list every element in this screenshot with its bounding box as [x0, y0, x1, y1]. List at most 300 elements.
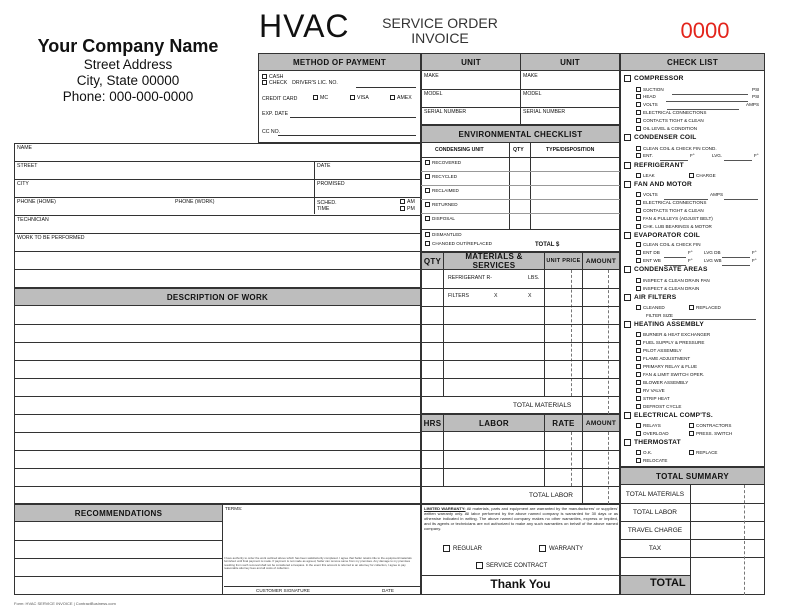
replace[interactable] [689, 450, 717, 455]
visa-option[interactable] [350, 95, 369, 101]
service-order-label: SERVICE ORDER [382, 15, 498, 31]
ok[interactable] [636, 450, 652, 455]
volts-amps: AMPS [746, 102, 760, 107]
filters-x1: X [494, 293, 498, 299]
pm-checkbox[interactable] [400, 206, 405, 211]
description-header: DESCRIPTION OF WORK [14, 288, 421, 306]
env-item-label: RETURNED [432, 202, 458, 207]
heating-item-label: DEFROST CYCLE [643, 404, 682, 409]
clean-check-fin[interactable] [636, 242, 701, 247]
ent-db[interactable] [636, 250, 660, 255]
inspect-drain-label: INSPECT & CLEAN DRAIN [643, 286, 700, 291]
terms-label: TERMS: [225, 506, 243, 511]
env-item[interactable] [425, 241, 492, 246]
chk-lub[interactable] [636, 224, 712, 229]
env-item-label: RECYCLED [432, 174, 458, 179]
form-rule [421, 360, 620, 361]
invoice-number: 0000 [680, 18, 730, 43]
heating-item[interactable] [636, 356, 690, 361]
ent-db-deg: F° [688, 250, 693, 255]
unit2-serial: SERIAL NUMBER [523, 109, 566, 115]
form-rule [421, 199, 620, 200]
env-item[interactable] [425, 216, 455, 221]
fm-elec-label: ELECTRICAL CONNECTIONS [643, 200, 707, 205]
replaced[interactable] [689, 305, 721, 310]
fm-volts-label: VOLTS [643, 192, 658, 197]
time-label: TIME [317, 206, 330, 212]
contacts-checkbox[interactable] [636, 118, 641, 123]
relays-label: RELAYS [643, 423, 661, 428]
amex-label: AMEX [397, 95, 412, 101]
env-item[interactable] [425, 188, 459, 193]
lvg-wb: LVG WB [704, 258, 722, 263]
service-order-title [378, 16, 502, 46]
summary-row-label: TAX [648, 544, 662, 552]
oil-level-label: OIL LEVEL & CONDITION [643, 126, 698, 131]
materials-header: MATERIALS & SERVICES [443, 252, 545, 270]
press-switch-label: PRESS. SWITCH [696, 431, 733, 436]
heating-item[interactable] [636, 340, 704, 345]
form-rule [14, 269, 421, 270]
env-item-checkbox[interactable] [425, 160, 430, 165]
heating-item[interactable] [636, 380, 688, 385]
inspect-drain-checkbox[interactable] [636, 286, 641, 291]
elec-comps-label: ELECTRICAL COMP'TS. [634, 412, 713, 419]
ent-wb-checkbox[interactable] [636, 258, 641, 263]
refrigerant-checkbox[interactable] [624, 162, 631, 169]
oil-level[interactable] [636, 126, 697, 131]
form-rule [664, 257, 686, 258]
env-item-checkbox[interactable] [425, 202, 430, 207]
mc-label: MC [320, 95, 329, 101]
evap-coil-checkbox[interactable] [624, 232, 631, 239]
unit1-serial: SERIAL NUMBER [424, 109, 467, 115]
refrigerant-label: REFRIGERANT [634, 162, 684, 169]
heating[interactable] [624, 321, 704, 328]
filters-x2: X [528, 293, 532, 299]
contacts-label: CONTACTS TIGHT & CLEAN [643, 118, 704, 123]
charge-label: CHARGE [696, 173, 716, 178]
env-item-checkbox[interactable] [425, 232, 430, 237]
cond-lvg: LVG. [712, 153, 723, 158]
summary-row-label: TRAVEL CHARGE [627, 526, 683, 534]
heating-item-checkbox[interactable] [636, 396, 641, 401]
env-col-unit: CONDENSING UNIT [435, 147, 484, 153]
materials-unit-price-header: UNIT PRICE [544, 252, 583, 270]
compressor-label: COMPRESSOR [634, 75, 684, 82]
form-rule [666, 101, 748, 102]
evap-coil[interactable] [624, 232, 700, 239]
regular-checkbox[interactable] [443, 545, 450, 552]
heating-item[interactable] [636, 364, 697, 369]
contacts[interactable] [636, 118, 704, 123]
clean-check-cond[interactable] [636, 146, 717, 151]
amex-checkbox[interactable] [390, 95, 395, 100]
credit-card-label: CREDIT CARD [262, 96, 298, 102]
lbs-label: LBS. [528, 275, 540, 281]
fan-pulleys[interactable] [636, 216, 713, 221]
pm-option[interactable] [400, 206, 415, 212]
env-item-label: DISPOSAL [432, 216, 455, 221]
env-item-label: CHANGED OUT/REPLACED [432, 241, 492, 246]
filter-size: FILTER SIZE [646, 313, 673, 318]
env-item[interactable] [425, 174, 457, 179]
check-checkbox[interactable] [262, 80, 267, 85]
form-rule [14, 378, 421, 379]
form-rule [421, 171, 620, 172]
thermostat[interactable] [624, 439, 681, 446]
leak[interactable] [636, 173, 655, 178]
summary-header: TOTAL SUMMARY [620, 467, 765, 485]
charge-checkbox[interactable] [689, 173, 694, 178]
form-rule [724, 199, 758, 200]
pm-label: PM [407, 206, 415, 212]
thermostat-label: THERMOSTAT [634, 439, 681, 446]
replace-label: REPLACE [696, 450, 718, 455]
cond-ent[interactable] [636, 153, 653, 158]
oil-level-checkbox[interactable] [636, 126, 641, 131]
unit2-model: MODEL [523, 91, 542, 97]
contractors-label: CONTRACTORS [696, 423, 732, 428]
suction[interactable] [636, 87, 664, 92]
condenser-coil-checkbox[interactable] [624, 134, 631, 141]
env-item-checkbox[interactable] [425, 188, 430, 193]
check-label: CHECK [269, 80, 288, 86]
volts-label: VOLTS [643, 102, 658, 107]
heating-item[interactable] [636, 372, 704, 377]
refrigerant[interactable] [624, 162, 684, 169]
compressor[interactable] [624, 75, 684, 82]
visa-label: VISA [357, 95, 369, 101]
evap-coil-label: EVAPORATOR COIL [634, 232, 701, 239]
fan-motor-label: FAN AND MOTOR [634, 181, 692, 188]
fm-volts-checkbox[interactable] [636, 192, 641, 197]
env-item[interactable] [425, 232, 462, 237]
heating-item-checkbox[interactable] [636, 340, 641, 345]
form-rule [724, 160, 752, 161]
warranty-option[interactable] [539, 545, 583, 552]
fan-motor[interactable] [624, 181, 692, 188]
heating-item[interactable] [636, 388, 665, 393]
heating-checkbox[interactable] [624, 321, 631, 328]
refrigerant-label: REFRIGERANT R- [448, 275, 492, 281]
company-phone: Phone: 000-000-0000 [62, 89, 194, 104]
env-header: ENVIRONMENTAL CHECKLIST [421, 125, 620, 143]
overload-label: OVERLOAD [643, 431, 669, 436]
date-label: DATE [317, 163, 331, 169]
cash-checkbox[interactable] [262, 74, 267, 79]
service-contract-checkbox[interactable] [476, 562, 483, 569]
clean-check-cond-checkbox[interactable] [636, 146, 641, 151]
form-rule [14, 450, 421, 451]
compressor-checkbox[interactable] [624, 75, 631, 82]
form-rule [14, 197, 421, 198]
heating-item-checkbox[interactable] [636, 348, 641, 353]
head-label: HEAD [643, 94, 656, 99]
heating-item-checkbox[interactable] [636, 332, 641, 337]
invoice-label: INVOICE [411, 30, 469, 46]
am-option[interactable] [400, 199, 415, 205]
company-city: City, State 00000 [76, 73, 180, 88]
ent-wb-deg: F° [688, 258, 693, 263]
total-materials-label: TOTAL MATERIALS [513, 402, 572, 409]
form-rule [672, 319, 756, 320]
fm-contacts-checkbox[interactable] [636, 208, 641, 213]
ok-label: O.K. [643, 450, 653, 455]
heating-item-label: PILOT ASSEMBLY [643, 348, 682, 353]
labor-header: LABOR [443, 414, 545, 432]
form-rule [14, 432, 421, 433]
charge[interactable] [689, 173, 716, 178]
service-contract-label: SERVICE CONTRACT [486, 563, 548, 570]
form-rule [14, 179, 421, 180]
replaced-checkbox[interactable] [689, 305, 694, 310]
summary-total-label: TOTAL [650, 577, 686, 589]
elec-conn[interactable] [636, 110, 706, 115]
cleaned-checkbox[interactable] [636, 305, 641, 310]
filters-label: FILTERS [448, 293, 469, 299]
chk-lub-checkbox[interactable] [636, 224, 641, 229]
form-rule [14, 233, 421, 234]
total-labor-label: TOTAL LABOR [529, 492, 573, 499]
form-rule [660, 160, 688, 161]
mc-checkbox[interactable] [313, 95, 318, 100]
form-rule [14, 414, 421, 415]
form-rule [421, 185, 620, 186]
fm-amps: AMPS [710, 192, 724, 197]
mc-option[interactable] [313, 95, 328, 101]
env-item-label: DISMANTLED [432, 232, 462, 237]
heating-item[interactable] [636, 404, 681, 409]
form-rule [722, 257, 750, 258]
overload[interactable] [636, 431, 669, 436]
cleaned[interactable] [636, 305, 665, 310]
am-checkbox[interactable] [400, 199, 405, 204]
name-label: NAME [17, 145, 32, 151]
thermostat-checkbox[interactable] [624, 439, 631, 446]
form-rule [14, 342, 421, 343]
city-label: CITY [17, 181, 29, 187]
replace-checkbox[interactable] [689, 450, 694, 455]
recommendations-header: RECOMMENDATIONS [14, 504, 223, 522]
form-rule [672, 94, 748, 95]
cond-areas[interactable] [624, 266, 708, 273]
env-item-checkbox[interactable] [425, 216, 430, 221]
summary-row-label: TOTAL LABOR [633, 508, 677, 516]
company-block [14, 36, 242, 105]
heating-label: HEATING ASSEMBLY [634, 321, 704, 328]
am-label: AM [407, 199, 415, 205]
ok-checkbox[interactable] [636, 450, 641, 455]
leak-checkbox[interactable] [636, 173, 641, 178]
checklist-header: CHECK LIST [620, 53, 765, 71]
materials-amount-header: AMOUNT [582, 252, 620, 270]
heating-item-checkbox[interactable] [636, 380, 641, 385]
leak-label: LEAK [643, 173, 655, 178]
relocate-checkbox[interactable] [636, 458, 641, 463]
inspect-pan[interactable] [636, 278, 710, 283]
contractors[interactable] [689, 423, 731, 428]
form-rule [421, 324, 620, 325]
fan-pulleys-label: FAN & PULLEYS (ADJUST BELT) [643, 216, 713, 221]
clean-check-fin-checkbox[interactable] [636, 242, 641, 247]
ent-wb-label: ENT WB [643, 258, 661, 263]
heating-item-label: FUEL SUPPLY & PRESSURE [643, 340, 705, 345]
cond-areas-label: CONDENSATE AREAS [634, 266, 708, 273]
heating-item-checkbox[interactable] [636, 372, 641, 377]
heating-item-checkbox[interactable] [636, 364, 641, 369]
heating-item-checkbox[interactable] [636, 404, 641, 409]
suction-psi: PSI [752, 87, 760, 92]
head-checkbox[interactable] [636, 94, 641, 99]
form-rule [421, 342, 620, 343]
relays[interactable] [636, 423, 661, 428]
relocate[interactable] [636, 458, 667, 463]
condenser-coil[interactable] [624, 134, 697, 141]
elec-conn-checkbox[interactable] [636, 110, 641, 115]
customer-signature-label: CUSTOMER SIGNATURE [256, 588, 310, 593]
condenser-coil-label: CONDENSER COIL [634, 134, 697, 141]
heating-item[interactable] [636, 396, 670, 401]
service-contract-option[interactable] [476, 562, 547, 569]
heating-item-checkbox[interactable] [636, 356, 641, 361]
form-rule [14, 215, 421, 216]
form-rule [14, 324, 421, 325]
air-filters-label: AIR FILTERS [634, 294, 677, 301]
ent-db-checkbox[interactable] [636, 250, 641, 255]
heating-item[interactable] [636, 348, 682, 353]
unit1-make: MAKE [424, 73, 439, 79]
payment-header: METHOD OF PAYMENT [258, 53, 421, 71]
unit-header-1: UNIT [421, 53, 521, 71]
env-item[interactable] [425, 202, 458, 207]
suction-checkbox[interactable] [636, 87, 641, 92]
inspect-pan-checkbox[interactable] [636, 278, 641, 283]
clean-check-fin-label: CLEAN COIL & CHECK FIN [643, 242, 701, 247]
ent-db-label: ENT DB [643, 250, 660, 255]
air-filters-checkbox[interactable] [624, 294, 631, 301]
relocate-label: RELOCATE [643, 458, 668, 463]
air-filters[interactable] [624, 294, 676, 301]
head-psi: PSI [752, 94, 760, 99]
signature-fine-print: I have authority to order the work outlined above which has been satisfactorily completed. I agree that Seller retains title to the equipment/materials furnished until final payment is made. If payment is not made as agreed, Seller can remove same from my premises. Any damage to my premises resulting from such removal shall not be considered a trespass. In the event this account is referred to an attorney for collection, I agree to pay reasonable attorney fees and all costs of collection. [224, 556, 412, 570]
company-street: Street Address [83, 57, 173, 72]
suction-label: SUCTION [643, 87, 664, 92]
form-rule [14, 396, 421, 397]
signature-date-label: DATE [382, 588, 394, 593]
heating-item-label: STRIP HEAT [643, 396, 670, 401]
fm-contacts[interactable] [636, 208, 704, 213]
replaced-label: REPLACED [696, 305, 721, 310]
cc-no-label: CC NO. [262, 129, 281, 135]
cond-ent-checkbox[interactable] [636, 153, 641, 158]
fm-elec-checkbox[interactable] [636, 200, 641, 205]
elec-conn-label: ELECTRICAL CONNECTIONS [643, 110, 707, 115]
labor-rate-header: RATE [544, 414, 583, 432]
heating-item-checkbox[interactable] [636, 388, 641, 393]
fm-volts[interactable] [636, 192, 658, 197]
cash-label: CASH [269, 74, 284, 80]
lvg-db-deg: F° [752, 250, 757, 255]
elec-comps-checkbox[interactable] [624, 412, 631, 419]
env-item-label: RECLAIMED [432, 188, 459, 193]
cond-lvg-deg: F° [754, 153, 759, 158]
sched-label: SCHED. [317, 200, 337, 206]
relays-checkbox[interactable] [636, 423, 641, 428]
regular-label: REGULAR [453, 546, 483, 553]
volts[interactable] [636, 102, 658, 107]
thank-you: Thank You [490, 577, 551, 591]
inspect-pan-label: INSPECT & CLEAN DRAIN PAN [643, 278, 710, 283]
elec-comps[interactable] [624, 412, 713, 419]
form-rule [421, 213, 620, 214]
press-switch-checkbox[interactable] [689, 431, 694, 436]
heating-item-label: BURNER & HEAT EXCHANGER [643, 332, 711, 337]
form-rule [722, 265, 750, 266]
heating-item-label: PRIMARY RELAY & FLUE [643, 364, 698, 369]
warranty-text [424, 506, 618, 531]
head[interactable] [636, 94, 656, 99]
heating-item-label: FLAME ADJUSTMENT [643, 356, 691, 361]
cond-ent-deg: F° [690, 153, 695, 158]
env-col-type: TYPE/DISPOSITION [546, 147, 595, 153]
env-col-qty: QTY [513, 147, 524, 153]
unit-header-2: UNIT [520, 53, 620, 71]
contractors-checkbox[interactable] [689, 423, 694, 428]
unit1-model: MODEL [424, 91, 443, 97]
env-total: TOTAL $ [535, 242, 560, 248]
fm-contacts-label: CONTACTS TIGHT & CLEAN [643, 208, 704, 213]
amex-option[interactable] [390, 95, 412, 101]
inspect-drain[interactable] [636, 286, 699, 291]
form-rule [14, 360, 421, 361]
env-item-label: RECOVERED [432, 160, 462, 165]
env-item-checkbox[interactable] [425, 174, 430, 179]
fan-pulleys-checkbox[interactable] [636, 216, 641, 221]
exp-date-label: EXP. DATE [262, 111, 289, 117]
footer-text: Form: HVAC SERVICE INVOICE | ContractBusiness.com [14, 601, 116, 606]
heating-item[interactable] [636, 332, 710, 337]
visa-checkbox[interactable] [350, 95, 355, 100]
form-rule [14, 161, 421, 162]
cond-areas-checkbox[interactable] [624, 266, 631, 273]
volts-checkbox[interactable] [636, 102, 641, 107]
regular-option[interactable] [443, 545, 482, 552]
heating-item-label: BLOWER ASSEMBLY [643, 380, 689, 385]
warranty-title: LIMITED WARRANTY: [424, 506, 466, 511]
form-rule [14, 468, 421, 469]
form-rule [14, 486, 421, 487]
overload-checkbox[interactable] [636, 431, 641, 436]
summary-row-label: TOTAL MATERIALS [625, 490, 685, 498]
chk-lub-label: CHK. LUB BEARINGS & MOTOR [643, 224, 712, 229]
fm-elec[interactable] [636, 200, 706, 205]
labor-amount-header: AMOUNT [582, 414, 620, 432]
warranty-body: All materials, parts and equipment are warranted by the manufacturers' or suppliers' written warranty only. All labor performed by the above named company is warranted for 30 days or as otherwise indicated in writing. The above named company makes no other warranties, express or implied, and its agents or technicians are not authorized to make any such warranties on behalf of the above named company. [424, 506, 618, 531]
press-switch[interactable] [689, 431, 732, 436]
heating-item-label: FAN & LIMIT SWITCH OPER. [643, 372, 705, 377]
form-rule [14, 251, 421, 252]
check-option[interactable] [262, 80, 338, 86]
env-item-checkbox[interactable] [425, 241, 430, 246]
fan-motor-checkbox[interactable] [624, 181, 631, 188]
env-item[interactable] [425, 160, 461, 165]
warranty-checkbox[interactable] [539, 545, 546, 552]
phone-home-label: PHONE (HOME) [17, 199, 56, 205]
drivers-lic-label: DRIVER'S LIC. NO. [292, 80, 338, 86]
ent-wb[interactable] [636, 258, 661, 263]
lvg-db: LVG DB [704, 250, 721, 255]
